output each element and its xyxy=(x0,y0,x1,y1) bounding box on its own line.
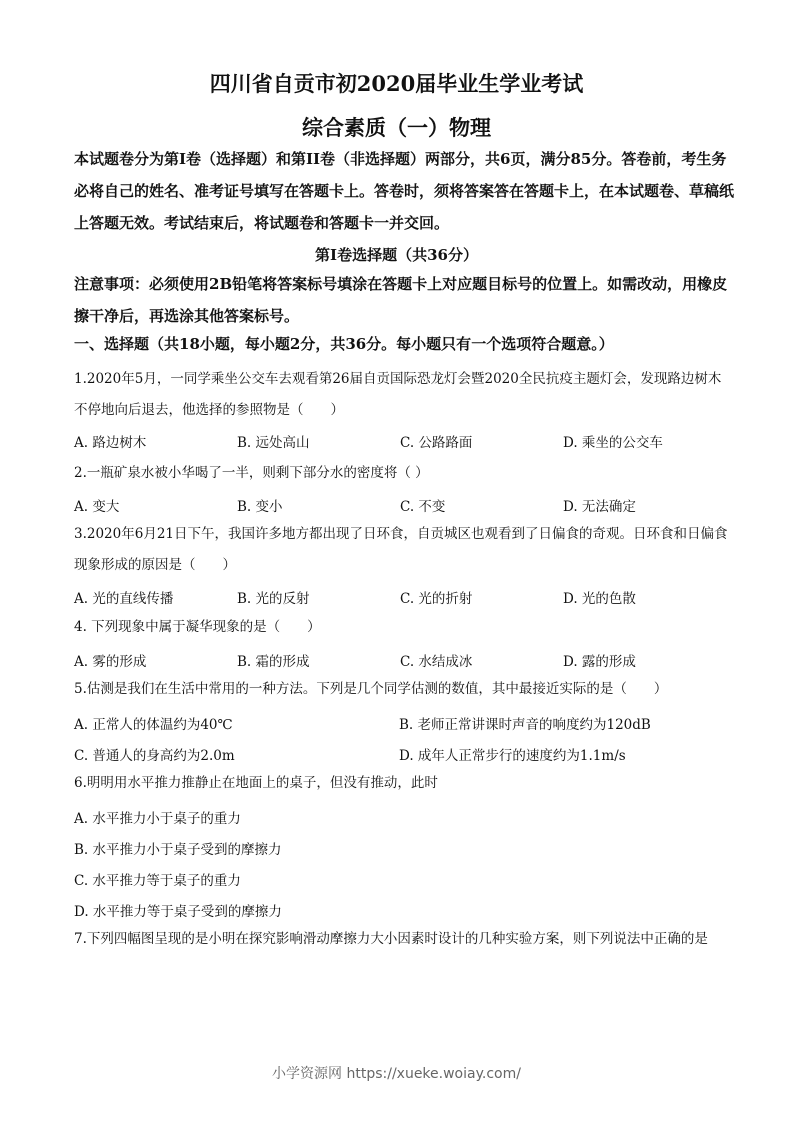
question-4-options xyxy=(74,650,734,670)
option-a: A. 路边树木 xyxy=(74,435,147,451)
question-6-stem: 6.明明用水平推力推静止在地面上的桌子，但没有推动，此时 xyxy=(74,775,438,791)
question-5-options-row2 xyxy=(74,744,734,764)
option-b: B. 变小 xyxy=(237,499,283,515)
exam-subtitle: 综合素质（一）物理 xyxy=(302,115,491,140)
option-b: B. 光的反射 xyxy=(237,591,310,607)
part-heading: 一、选择题（共18小题，每小题2分，共36分。每小题只有一个选项符合题意。） xyxy=(74,335,614,353)
option-d: D. 成年人正常步行的速度约为1.1m/s xyxy=(399,748,626,764)
option-b: B. 远处高山 xyxy=(237,435,310,451)
option-b: B. 水平推力小于桌子受到的摩擦力 xyxy=(74,842,282,858)
option-b: B. 老师正常讲课时声音的响度约为120dB xyxy=(399,717,651,733)
option-a: A. 雾的形成 xyxy=(74,654,147,670)
option-a: A. 变大 xyxy=(74,499,120,515)
question-3-options xyxy=(74,587,734,607)
question-1-options xyxy=(74,431,734,451)
option-d: D. 光的色散 xyxy=(563,591,636,607)
question-1-stem: 1.2020年5月，一同学乘坐公交车去观看第26届自贡国际恐龙灯会暨2020全民抗疫主题灯会，发现路边树木不停地向后退去，他选择的参照物是（ ） xyxy=(74,371,722,418)
option-a: A. 光的直线传播 xyxy=(74,591,174,607)
option-d: D. 水平推力等于桌子受到的摩擦力 xyxy=(74,904,282,920)
page-footer-watermark: 小学资源网 https://xueke.woiay.com/ xyxy=(272,1066,521,1082)
option-a: A. 正常人的体温约为40℃ xyxy=(74,717,233,733)
question-3-stem: 3.2020年6月21日下午，我国许多地方都出现了日环食，自贡城区也观看到了日偏食的奇观。日环食和日偏食现象形成的原因是（ ） xyxy=(74,526,728,573)
exam-instructions: 本试题卷分为第I卷（选择题）和第II卷（非选择题）两部分，共6页，满分85分。答卷前，考生务必将自己的姓名、准考证号填写在答题卡上。答卷时，须将答案答在答题卡上，在本试题卷、草稿纸上答题无效。考试结束后，将试题卷和答题卡一并交回。 xyxy=(74,150,735,232)
option-c: C. 公路路面 xyxy=(400,435,473,451)
option-d: D. 无法确定 xyxy=(563,499,636,515)
question-2-stem: 2.一瓶矿泉水被小华喝了一半，则剩下部分水的密度将（ ） xyxy=(74,465,429,481)
question-5-options-row1 xyxy=(74,713,734,733)
question-4-stem: 4. 下列现象中属于凝华现象的是（ ） xyxy=(74,619,321,635)
question-7-stem: 7.下列四幅图呈现的是小明在探究影响滑动摩擦力大小因素时设计的几种实验方案，则下列说法中正确的是 xyxy=(74,931,708,947)
notice-text: 注意事项：必须使用2B铅笔将答案标号填涂在答题卡上对应题目标号的位置上。如需改动，用橡皮擦干净后，再选涂其他答案标号。 xyxy=(74,275,728,325)
option-c: C. 普通人的身高约为2.0m xyxy=(74,748,235,764)
option-c: C. 光的折射 xyxy=(400,591,473,607)
option-b: B. 霜的形成 xyxy=(237,654,310,670)
option-c: C. 不变 xyxy=(400,499,446,515)
option-c: C. 水平推力等于桌子的重力 xyxy=(74,873,241,889)
option-c: C. 水结成冰 xyxy=(400,654,473,670)
option-a: A. 水平推力小于桌子的重力 xyxy=(74,811,241,827)
option-d: D. 露的形成 xyxy=(563,654,636,670)
exam-title: 四川省自贡市初2020届毕业生学业考试 xyxy=(209,71,584,96)
question-5-stem: 5.估测是我们在生活中常用的一种方法。下列是几个同学估测的数值，其中最接近实际的是（ ） xyxy=(74,681,668,697)
option-d: D. 乘坐的公交车 xyxy=(563,435,663,451)
section-title: 第I卷选择题（共36分） xyxy=(315,246,478,264)
question-2-options xyxy=(74,495,734,515)
